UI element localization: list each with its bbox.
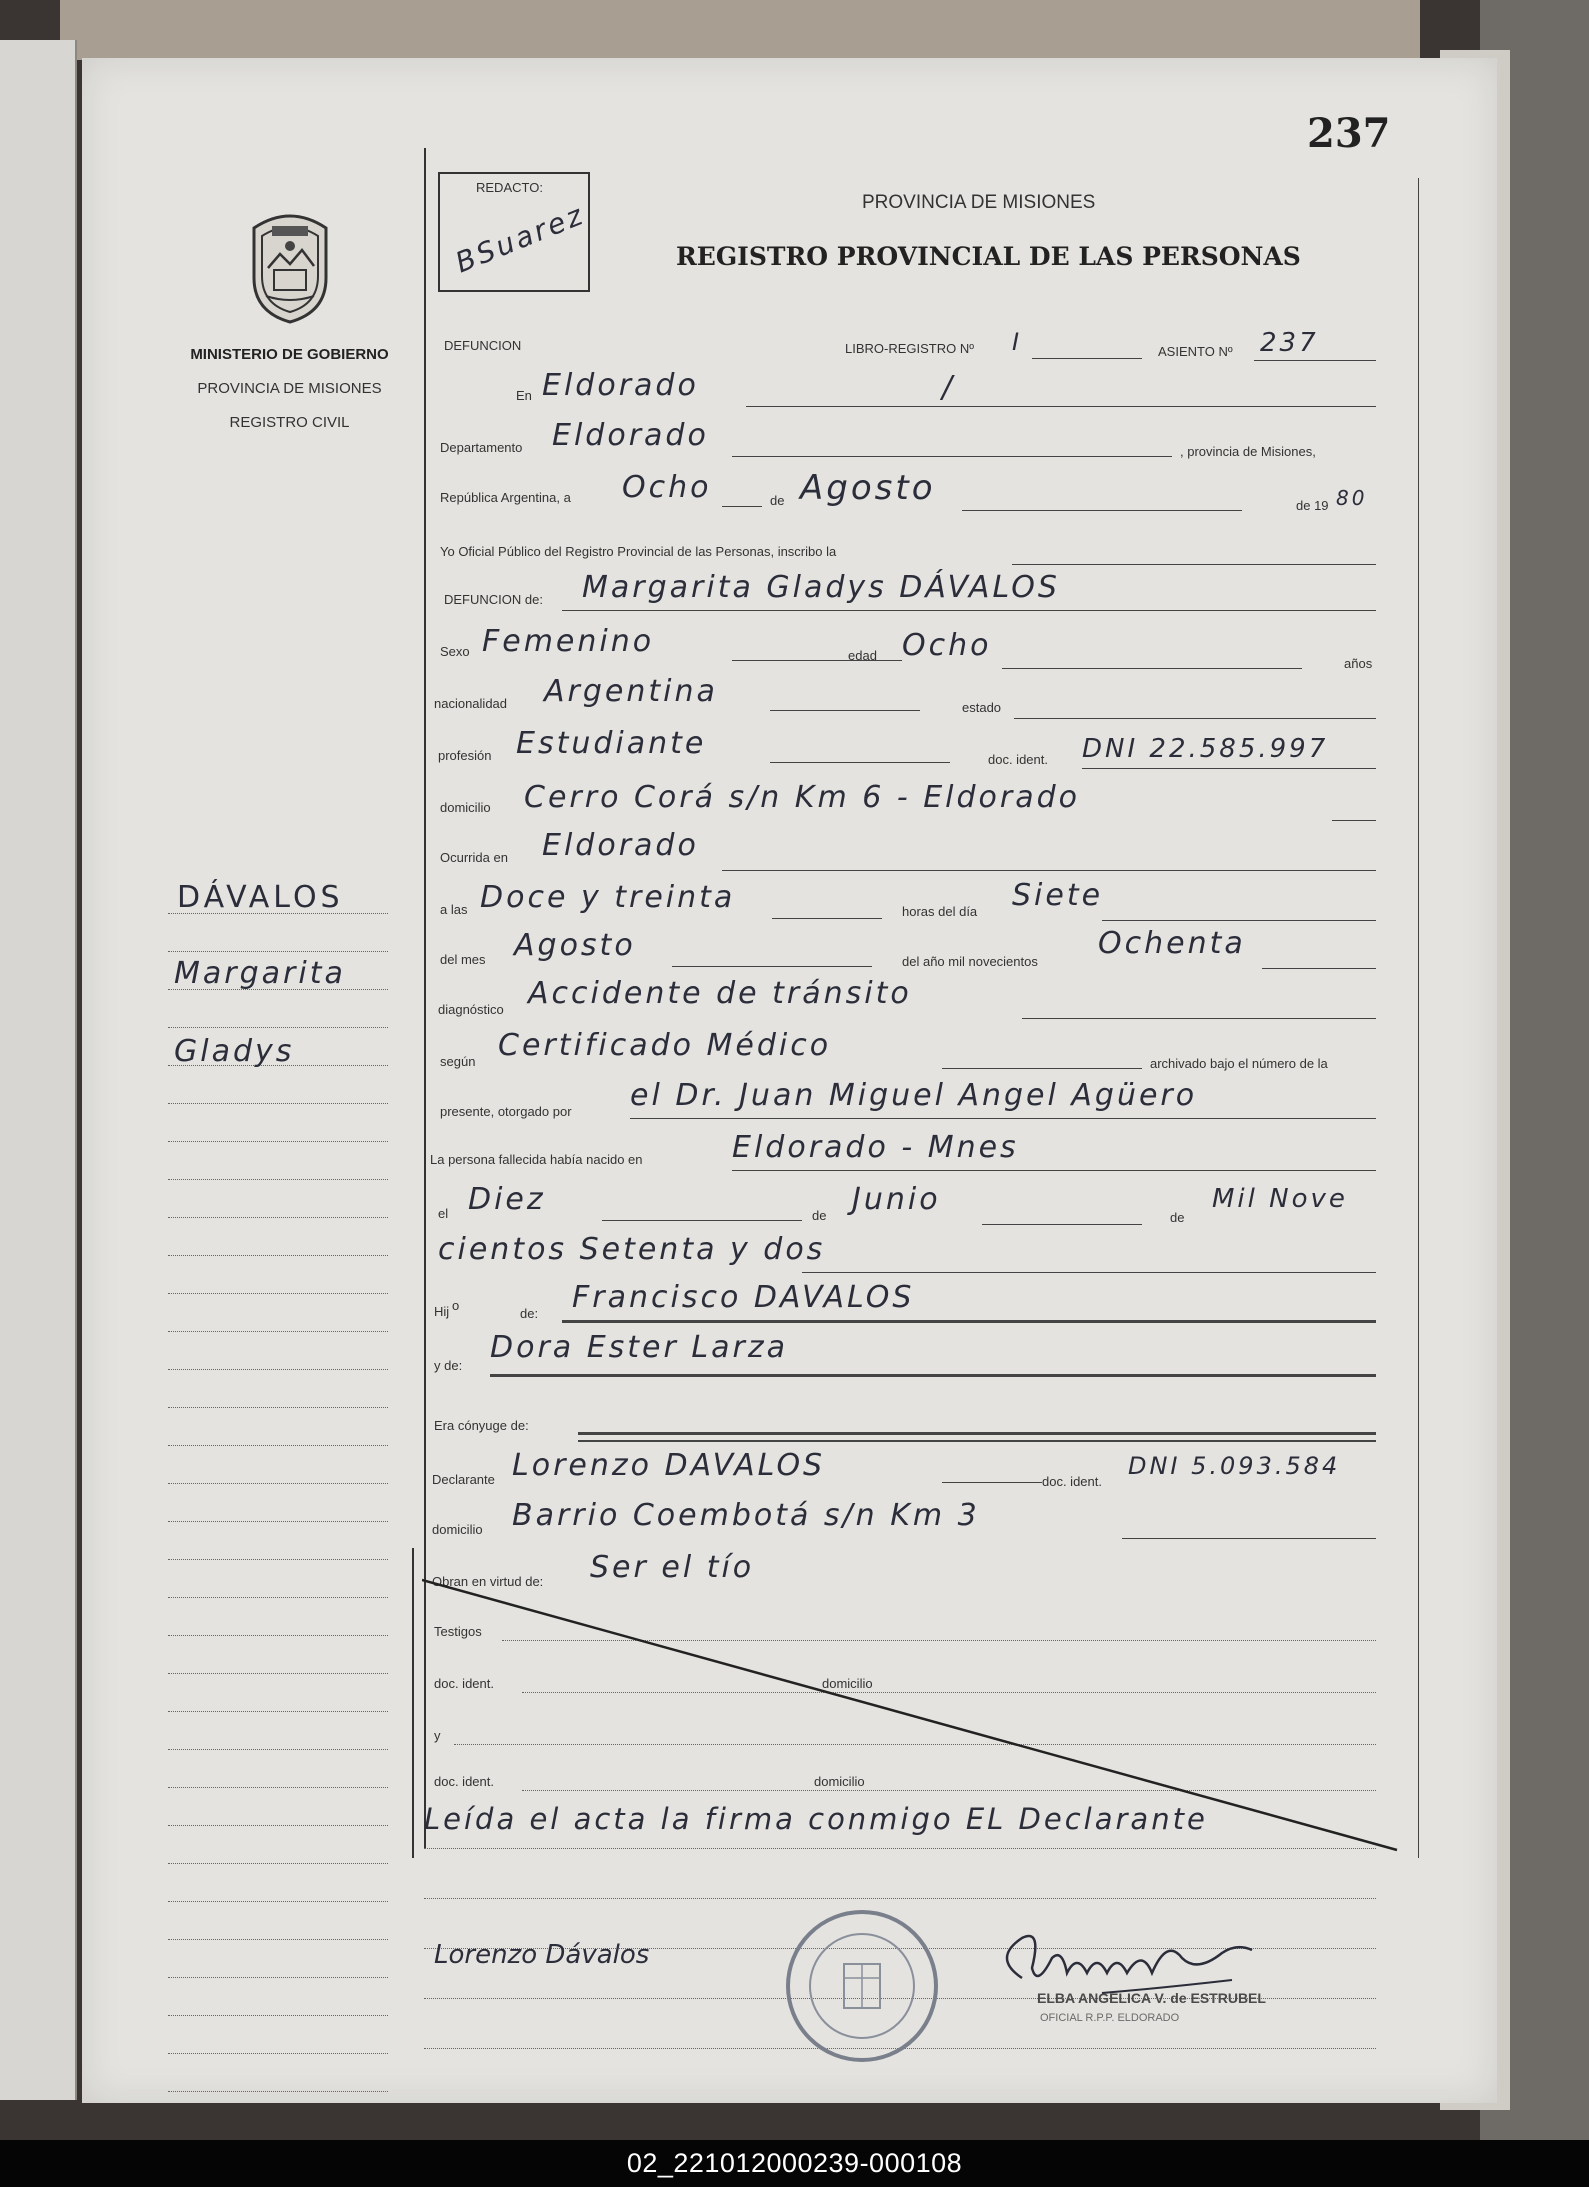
departamento-label: Departamento xyxy=(440,440,523,455)
padre-value: Francisco DAVALOS xyxy=(572,1280,915,1315)
declarante-signature: Lorenzo Dávalos xyxy=(434,1940,650,1970)
testigo1-doc-label: doc. ident. xyxy=(434,1676,494,1691)
margin-second-name: Gladys xyxy=(174,1034,295,1069)
del-ano-label: del año mil novecientos xyxy=(902,954,1038,969)
declarante-doc-label: doc. ident. xyxy=(1042,1474,1102,1489)
asiento-label: ASIENTO Nº xyxy=(1158,344,1233,359)
margin-dotted-line xyxy=(168,1597,388,1598)
testigo2-doc-label: doc. ident. xyxy=(434,1774,494,1789)
dia-muerte-value: Siete xyxy=(1012,878,1104,913)
margin-dotted-line xyxy=(168,2053,388,2054)
nac-mes-value: Junio xyxy=(852,1182,941,1217)
en-label: En xyxy=(516,388,532,403)
official-name-stamp: ELBA ANGELICA V. de ESTRUBEL xyxy=(1037,1990,1266,2006)
profesion-label: profesión xyxy=(438,748,492,763)
nacionalidad-label: nacionalidad xyxy=(434,696,508,711)
segun-value: Certificado Médico xyxy=(498,1028,832,1063)
testigo1-domicilio-label: domicilio xyxy=(822,1676,873,1691)
margin-dotted-line xyxy=(168,951,388,952)
de-label-1: de xyxy=(812,1208,827,1223)
official-title-stamp: OFICIAL R.P.P. ELDORADO xyxy=(1040,2012,1180,2024)
anos-label: años xyxy=(1344,656,1373,671)
de-year-label: de 19 xyxy=(1296,498,1329,513)
madre-value: Dora Ester Larza xyxy=(490,1330,788,1365)
testigo2-domicilio-label: domicilio xyxy=(814,1774,865,1789)
declarante-doc-value: DNI 5.093.584 xyxy=(1128,1452,1341,1480)
nacionalidad-value: Argentina xyxy=(544,674,718,709)
margin-dotted-line xyxy=(168,1141,388,1142)
footer-image-id: 02_221012000239-000108 xyxy=(626,2148,963,2178)
margin-dotted-line xyxy=(168,1825,388,1826)
ministry-line3: REGISTRO CIVIL xyxy=(229,414,350,431)
segun-label: según xyxy=(440,1054,476,1069)
nac-year-part1: Mil Nove xyxy=(1212,1184,1348,1214)
domicilio-value: Cerro Corá s/n Km 6 - Eldorado xyxy=(524,780,1081,815)
obran-label: Obran en virtud de: xyxy=(432,1574,544,1589)
margin-dotted-line xyxy=(168,1103,388,1104)
horas-del-dia-label: horas del día xyxy=(902,904,978,919)
departamento-value: Eldorado xyxy=(552,418,709,453)
edad-label: edad xyxy=(848,648,877,663)
nac-year-part2: cientos Setenta y dos xyxy=(438,1232,826,1267)
hora-value: Doce y treinta xyxy=(480,880,736,915)
del-mes-label: del mes xyxy=(440,952,486,967)
a-las-label: a las xyxy=(440,902,468,917)
asiento-value: 237 xyxy=(1260,328,1319,358)
document-page xyxy=(82,58,1497,2103)
deceased-name-value: Margarita Gladys DÁVALOS xyxy=(582,570,1060,605)
margin-dotted-line xyxy=(168,1939,388,1940)
margin-dotted-line xyxy=(168,1331,388,1332)
libro-value: I xyxy=(1012,328,1023,356)
archivado-label: archivado bajo el número de la xyxy=(1150,1056,1328,1071)
margin-dotted-line xyxy=(168,1027,388,1028)
yo-oficial-text: Yo Oficial Público del Registro Provincial de las Personas, inscribo la xyxy=(440,544,837,559)
presente-value: el Dr. Juan Miguel Angel Agüero xyxy=(630,1078,1198,1113)
nacido-en-value: Eldorado - Mnes xyxy=(732,1130,1019,1165)
ocurrida-label: Ocurrida en xyxy=(440,850,508,865)
declarante-value: Lorenzo DAVALOS xyxy=(512,1448,826,1483)
edad-value: Ocho xyxy=(902,628,992,663)
declarante-domicilio-label: domicilio xyxy=(432,1522,483,1537)
declarante-label: Declarante xyxy=(432,1472,495,1487)
hijo-de-label: de: xyxy=(520,1306,539,1321)
conyuge-label: Era cónyuge de: xyxy=(434,1418,529,1433)
margin-dotted-line xyxy=(168,2091,388,2092)
republica-label: República Argentina, a xyxy=(440,490,571,505)
margin-dotted-line xyxy=(168,1977,388,1978)
mes-muerte-value: Agosto xyxy=(514,928,636,963)
diagnostico-value: Accidente de tránsito xyxy=(528,976,912,1011)
doc-ident-label: doc. ident. xyxy=(988,752,1048,767)
de-label: de xyxy=(770,493,785,508)
profesion-value: Estudiante xyxy=(516,726,707,761)
dia-value: Ocho xyxy=(622,470,712,505)
el-label: el xyxy=(438,1206,449,1221)
margin-dotted-line xyxy=(168,1787,388,1788)
declarante-domicilio-value: Barrio Coembotá s/n Km 3 xyxy=(512,1498,980,1533)
sexo-value: Femenino xyxy=(482,624,655,659)
y-label: y xyxy=(434,1728,441,1743)
persona-nacida-label: La persona fallecida había nacido en xyxy=(430,1152,643,1167)
margin-dotted-line xyxy=(168,1255,388,1256)
hijo-suffix: o xyxy=(452,1298,460,1313)
margin-dotted-line xyxy=(168,1445,388,1446)
provincia-suffix: , provincia de Misiones, xyxy=(1180,444,1316,459)
margin-dotted-line xyxy=(168,1635,388,1636)
margin-first-name: Margarita xyxy=(174,956,346,991)
coat-of-arms-emblem xyxy=(244,208,336,326)
registry-title: REGISTRO PROVINCIAL DE LAS PERSONAS xyxy=(676,242,1301,271)
ocurrida-value: Eldorado xyxy=(542,828,699,863)
province-heading: PROVINCIA DE MISIONES xyxy=(862,192,1096,213)
defuncion-label: DEFUNCION xyxy=(444,338,522,353)
sexo-label: Sexo xyxy=(440,644,470,659)
margin-dotted-line xyxy=(168,1217,388,1218)
ministry-line2: PROVINCIA DE MISIONES xyxy=(197,380,382,397)
nac-dia-value: Diez xyxy=(468,1182,546,1217)
margin-dotted-line xyxy=(168,1407,388,1408)
diagnostico-label: diagnóstico xyxy=(438,1002,504,1017)
year-value: 80 xyxy=(1336,486,1368,510)
presente-label: presente, otorgado por xyxy=(440,1104,572,1119)
obran-value: Ser el tío xyxy=(590,1550,755,1585)
book-cover-edge xyxy=(60,0,1420,60)
margin-dotted-line xyxy=(168,1559,388,1560)
margin-dotted-line xyxy=(168,1483,388,1484)
ano-muerte-value: Ochenta xyxy=(1098,926,1246,961)
doc-ident-value: DNI 22.585.997 xyxy=(1082,734,1329,764)
margin-dotted-line xyxy=(168,1863,388,1864)
margin-dotted-line xyxy=(168,1749,388,1750)
redacto-value: BSuarez xyxy=(450,197,590,280)
ministry-line1: MINISTERIO DE GOBIERNO xyxy=(190,346,389,363)
footer-strip xyxy=(0,2140,1589,2187)
de-label-2: de xyxy=(1170,1210,1185,1225)
margin-dotted-line xyxy=(168,1179,388,1180)
y-de-label: y de: xyxy=(434,1358,463,1373)
estado-label: estado xyxy=(962,700,1002,715)
margin-dotted-line xyxy=(168,1521,388,1522)
margin-dotted-line xyxy=(168,1293,388,1294)
left-page-edge xyxy=(0,40,77,2100)
defuncion-de-label: DEFUNCION de: xyxy=(444,592,543,607)
en-mark: / xyxy=(942,370,956,405)
mes-value: Agosto xyxy=(800,468,936,508)
redacto-label: REDACTO: xyxy=(476,180,543,195)
testigos-label: Testigos xyxy=(434,1624,482,1639)
domicilio-label: domicilio xyxy=(440,800,491,815)
right-margin-rule xyxy=(1418,178,1419,1858)
redacto-box xyxy=(438,172,590,292)
left-margin-rule-lower xyxy=(412,1548,414,1858)
margin-surname: DÁVALOS xyxy=(177,880,344,915)
margin-dotted-line xyxy=(168,1901,388,1902)
leida-statement: Leída el acta la firma conmigo EL Declarante xyxy=(424,1802,1208,1836)
margin-dotted-line xyxy=(168,2015,388,2016)
libro-label: LIBRO-REGISTRO Nº xyxy=(845,341,974,356)
margin-dotted-line xyxy=(168,1673,388,1674)
margin-dotted-line xyxy=(168,1369,388,1370)
page-number: 237 xyxy=(1307,110,1391,157)
margin-dotted-line xyxy=(168,1711,388,1712)
en-value: Eldorado xyxy=(542,368,699,403)
hijo-label: Hij xyxy=(434,1304,450,1319)
official-seal xyxy=(782,1906,942,2066)
